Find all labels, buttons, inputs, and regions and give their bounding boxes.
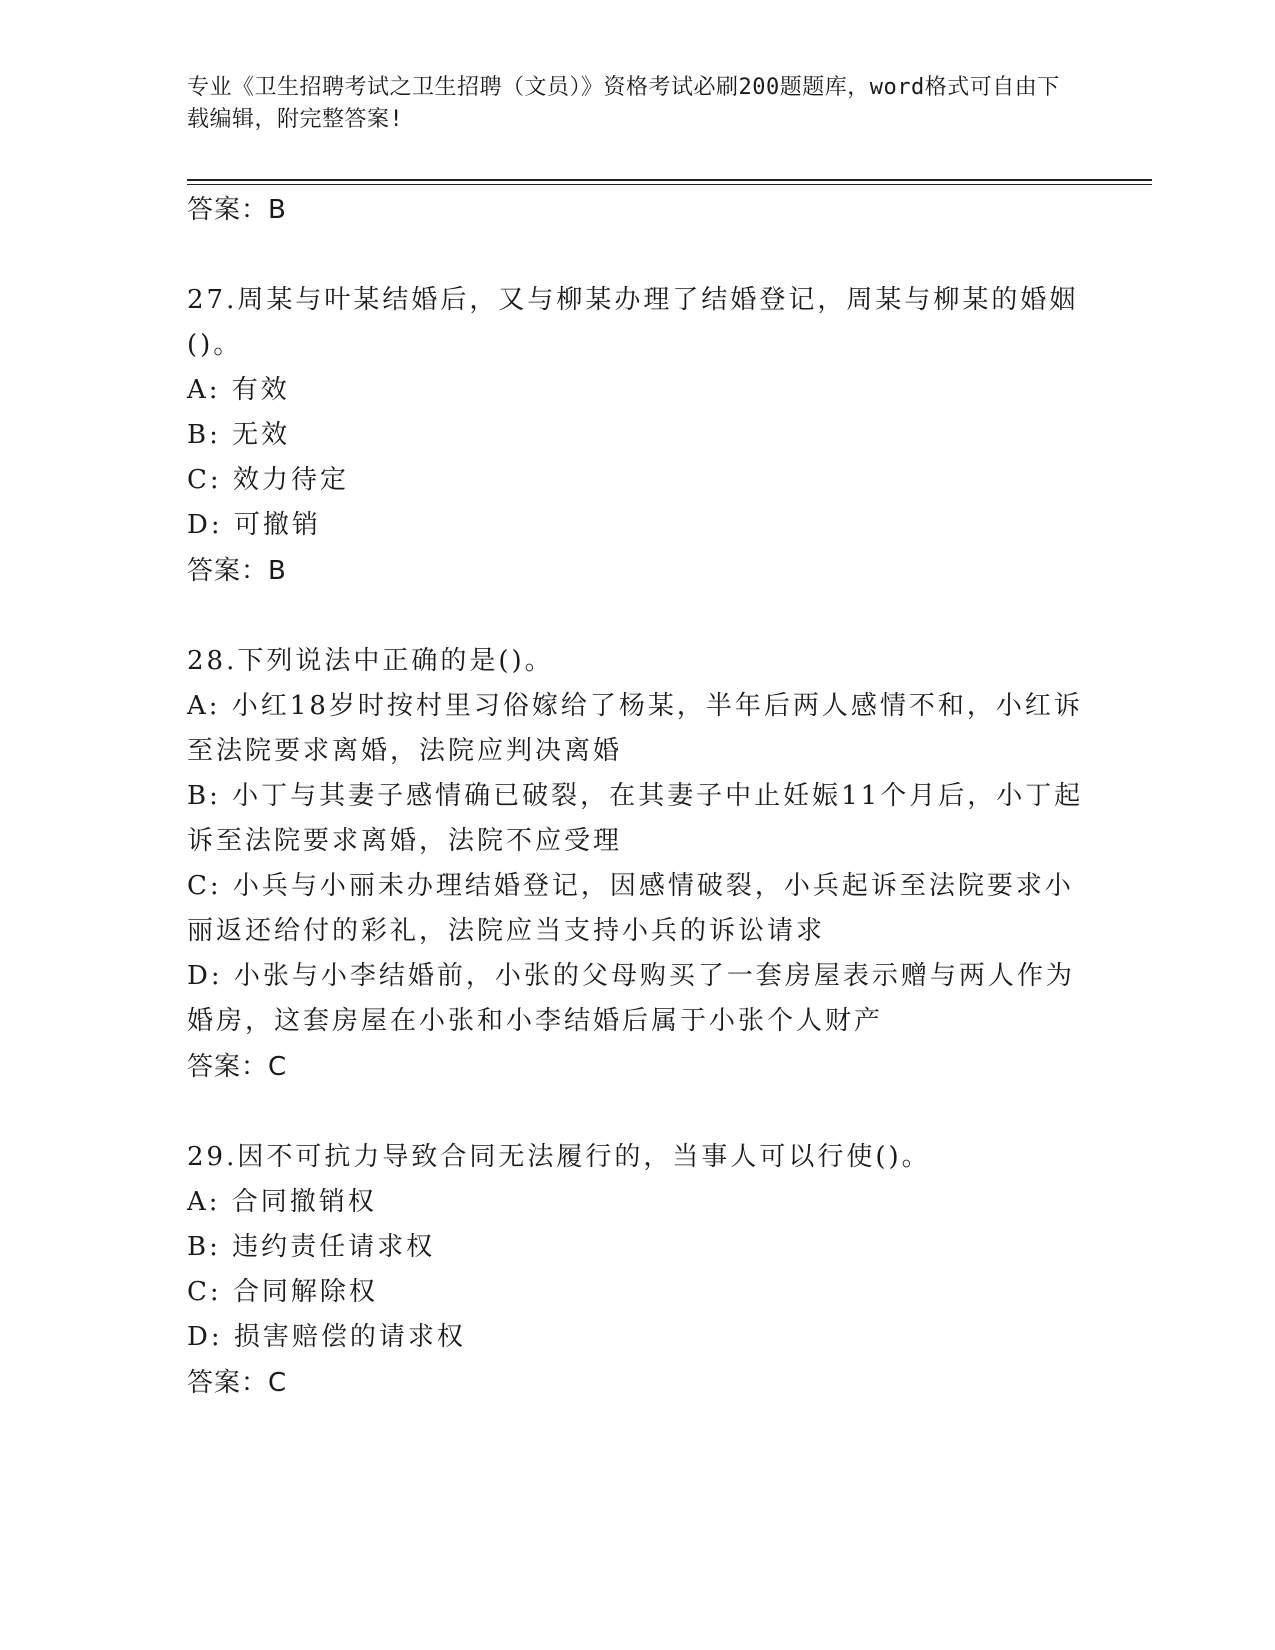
question-stem: 28.下列说法中正确的是()。 — [187, 646, 554, 676]
option-a: A: 有效 — [187, 375, 290, 405]
answer-line: 答案：B — [187, 556, 287, 586]
option-c: C: 效力待定 — [187, 465, 349, 495]
question-stem: 27.周某与叶某结婚后，又与柳某办理了结婚登记，周某与柳某的婚姻 — [187, 285, 1079, 315]
spacer — [187, 233, 1087, 278]
spacer — [187, 1090, 1087, 1135]
option-a: A: 合同撤销权 — [187, 1187, 377, 1217]
option-d: D: 损害赔偿的请求权 — [187, 1322, 466, 1352]
document-body — [187, 187, 1087, 1406]
header-divider-thin — [187, 184, 1152, 185]
option-d: D: 可撤销 — [187, 510, 321, 540]
question-28 — [187, 639, 1087, 1090]
option-d: D: 小张与小李结婚前，小张的父母购买了一套房屋表示赠与两人作为婚房，这套房屋在小张和小李结婚后属于小张个人财产 — [187, 961, 1075, 1036]
question-stem: 29.因不可抗力导致合同无法履行的，当事人可以行使()。 — [187, 1142, 931, 1172]
option-b: B: 小丁与其妻子感情确已破裂，在其妻子中止妊娠11个月后，小丁起诉至法院要求离婚，法院不应受理 — [187, 781, 1084, 856]
question-29 — [187, 1135, 1087, 1406]
question-stem: ()。 — [187, 330, 243, 360]
answer-line: 答案：C — [187, 1052, 288, 1082]
question-27 — [187, 278, 1087, 594]
document-header: 专业《卫生招聘考试之卫生招聘（文员）》资格考试必刷200题题库，word格式可自由下载编辑，附完整答案! — [187, 75, 1060, 132]
option-b: B: 违约责任请求权 — [187, 1232, 436, 1262]
option-c: C: 合同解除权 — [187, 1277, 378, 1307]
option-a: A: 小红18岁时按村里习俗嫁给了杨某，半年后两人感情不和，小红诉至法院要求离婚，法院应判决离婚 — [187, 691, 1083, 766]
option-c: C: 小兵与小丽未办理结婚登记，因感情破裂，小兵起诉至法院要求小丽返还给付的彩礼，法院应当支持小兵的诉讼请求 — [187, 871, 1074, 946]
previous-answer: 答案：B — [187, 195, 287, 225]
answer-line: 答案：C — [187, 1368, 288, 1398]
spacer — [187, 594, 1087, 639]
header-divider-thick — [187, 179, 1152, 181]
option-b: B: 无效 — [187, 420, 291, 450]
